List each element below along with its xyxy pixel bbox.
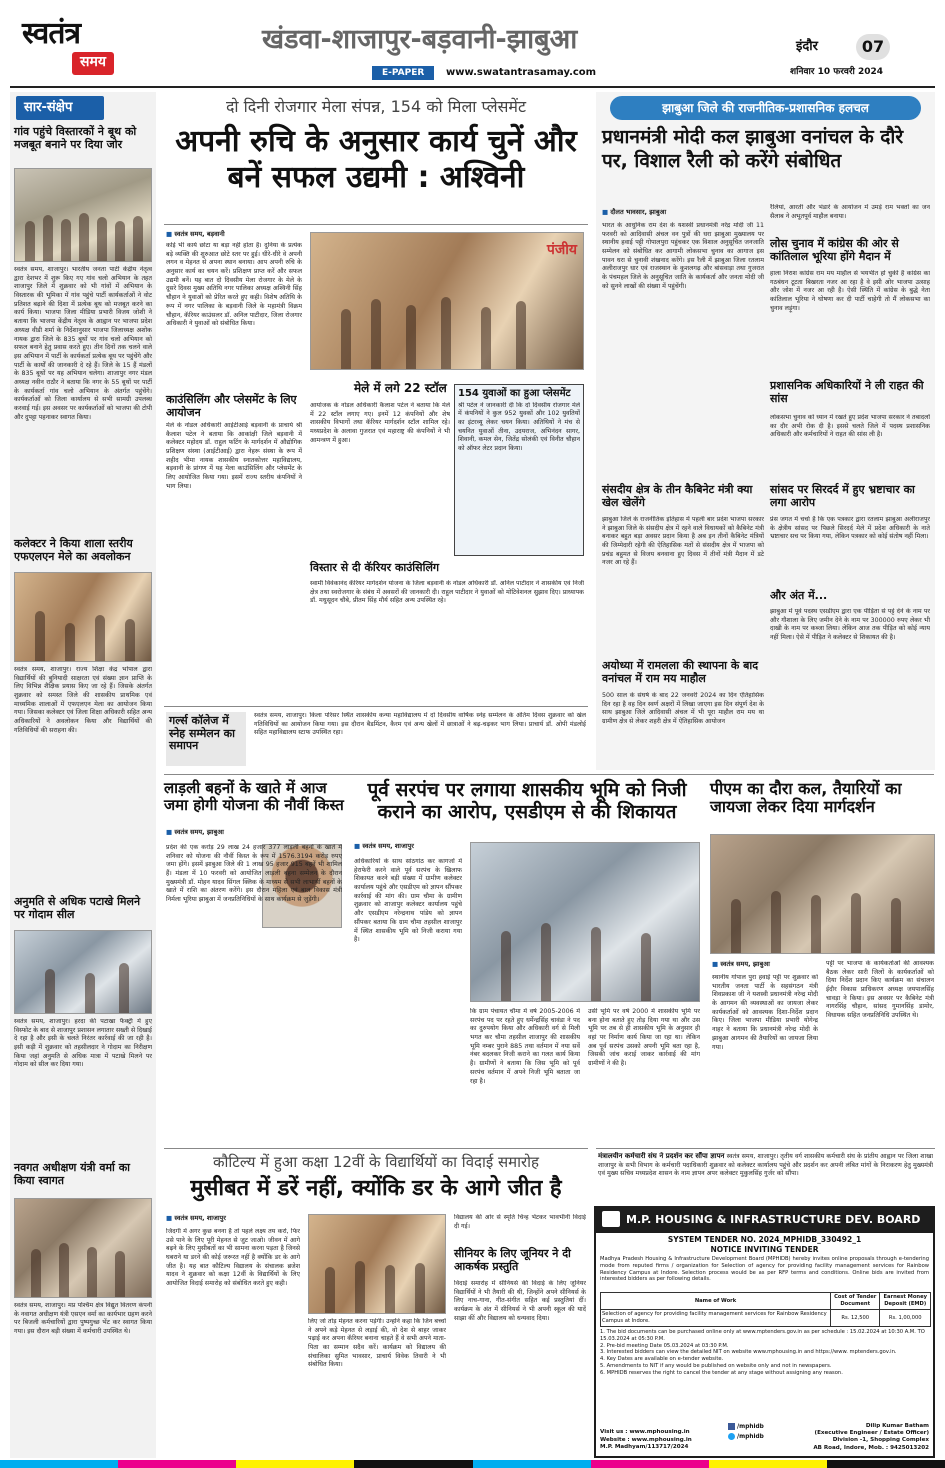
- jhabua-banner: झाबुआ जिले की राजनीतिक-प्रशासनिक हलचल: [610, 96, 921, 120]
- tender-madhyam: M.P. Madhyam/113717/2024: [600, 1444, 689, 1451]
- twitter-icon: [728, 1433, 735, 1440]
- tender-note: 5. Amendments to NIT if any would be published on website only and not in newspapers.: [600, 1362, 832, 1369]
- issue-date: शनिवार 10 फरवरी 2024: [790, 67, 884, 77]
- sidebar-item-headline[interactable]: अनुमति से अधिक पटाखे मिलने पर गोदाम सील: [14, 895, 141, 921]
- pm-visit-photo: [710, 834, 935, 954]
- tender-table-cell: Rs. 12,500: [831, 1310, 880, 1327]
- kautilya-story: [164, 1148, 588, 1460]
- kautilya-sub: सीनियर के लिए जूनियर ने दी आकर्षक प्रस्तुति: [454, 1247, 571, 1273]
- jhabua-col2: रैलियां, आरती और भंडारे के आयोजन में उमड़े राम भक्तों का जन सैलाब ने अभूतपूर्व माहौल बनाया।: [770, 204, 930, 220]
- pm-visit-story: [710, 774, 935, 1146]
- tender-table-header: Earnest Money Deposit (EMD): [880, 1293, 931, 1310]
- pm-visit-col2: पट्टी पर भाजपा के कार्यकर्ताओं की आवश्यक बैठक लेकर सारी जिलों के कार्यकर्ताओं को दिया निर्देश प्रदान किए कार्यक्रम का संचालन ईदौर विकास प्राधिकरण अध्यक्ष जयपालसिंह चावड़ा ने किया। इस अवसर पर कैबिनेट मंत्री नागरसिंह चौहान, सांसद गुमानसिंह डामोर, विधायक सहित जनप्रतिनिधि उपस्थित थे।: [826, 960, 934, 1020]
- lead-kicker: दो दिनी रोजगार मेला संपन्न, 154 को मिला प्लेसमेंट: [225, 97, 527, 116]
- facebook-handle[interactable]: /mphidb: [737, 1424, 764, 1431]
- tender-board-name: M.P. HOUSING & INFRASTRUCTURE DEV. BOARD: [626, 1213, 921, 1226]
- kautilya-col3-top: विद्यालय की ओर से स्मृति चिन्ह भेंटकर भावभीनी विदाई दी गई।: [454, 1214, 586, 1230]
- sidebar-photo-4: [14, 1198, 152, 1298]
- lead-sub1: काउंसिलिंग और प्लेसमेंट के लिए आयोजन: [166, 393, 297, 419]
- pm-visit-headline[interactable]: पीएम का दौरा कल, तैयारियों का जायजा लेकर दिया मार्गदर्शन: [710, 779, 902, 817]
- sidebar-photo-3: [14, 930, 152, 1014]
- logo[interactable]: [22, 18, 152, 86]
- jhabua-col2d: प्रेस जगत में चर्चा है कि एक पत्रकार द्वारा रतलाम झाबुआ अलीराजपुर के क्षेत्रीय सांसद पर पिछले सिरदर्द मेले में प्रदेश अधिकारी के नाते भ्रष्टाचार सच पर किया गया, लेकिन पत्रकार को कोई संतोष नहीं मिला।: [770, 516, 930, 541]
- sidebar-item-headline[interactable]: नवगत अधीक्षण यंत्री वर्मा का किया स्वागत: [14, 1161, 131, 1187]
- sidebar-title: सार-संक्षेप: [16, 96, 104, 120]
- lead-col1: कोई भी कार्य छोटा या बड़ा नहीं होता है। दुनिया के प्रत्येक बड़े व्यक्ति की शुरुआत छोटे स्तर पर हुई। धीरे-धीरे वे अपनी लगन व मेहनत से अपना स्थान बनाया। आप अपनी रुचि के अनुसार कार्य का चयन करें। प्रशिक्षण प्राप्त करें और सफल उद्यमी बनें। यह बात दो दिवसीय मेला रोजगार के मेले के दूसरे दिवस मुख्य अतिथि नगर पालिका अध्यक्ष अश्विनी सिंह चौहान ने युवाओं को प्रेरित करते हुए कही। विशेष अतिथि के रूप में नगर पालिका के बड़वानी जिले के महामंत्री विक्रम चौहान, कॅरियर काउंसलर डॉ. अनिल पाटीदार, जिला रोजगार अधिकारी ने युवाओं को संबोधित किया।: [166, 242, 302, 328]
- sidebar-item-text: स्वतंत्र समय, शाजापुर। मप्र पश्चिम क्षेत्र विद्युत वितरण कंपनी के नवागत अधीक्षण यंत्री एसएन वर्मा का कार्यभार ग्रहण करने पर बिजली कर्मचारियों द्वारा पुष्पगुच्छ भेंट कर स्वागत किया गया। इस दौरान बड़ी संख्या में कर्मचारी उपस्थित थे।: [14, 1302, 152, 1336]
- sarpanch-col3: उसी भूमि पर वर्ष 2000 में शासकीय भूमि पर बना होना बताते हुए तोड़ दिया गया था और उस भूमि पर तब से ही शासकीय भूमि के अनुसार ही वहां पर निर्माण कार्य किया जा रहा था। लेकिन अब पूर्व सरपंच उसको अपनी भूमि बता रहा है, जिसकी जांच कराई जाकर कार्रवाई की मांग ग्रामीणों ने की है।: [588, 1008, 700, 1068]
- mphidb-logo-icon: [602, 1211, 620, 1227]
- tender-table: [600, 1292, 931, 1327]
- lead-story: [164, 92, 588, 702]
- tender-signatory: [809, 1423, 929, 1452]
- tender-note: 4. Key Dates are available on e-tender website.: [600, 1356, 724, 1363]
- jhabua-col2b: हाला निराश कांग्रेस राम मय माहौल से भयभीत हो चुकी है कांग्रेस का गठबंधन टूटता बिखरता नजर आ रहा है वे इसी ओर भाजपा उत्साह और जोश में नजर आ रही है। ऐसी स्थिति में कांग्रेस के बुद्धे नेता कांतिलाल भूरिया ने घोषणा कर दी पार्टी चाहेगी तो मैं लोकसभा का चुनाव लड़ूंगा।: [770, 270, 930, 312]
- sarpanch-photo: [470, 842, 700, 1002]
- sidebar: [10, 92, 156, 1458]
- placement-inset: [454, 384, 584, 556]
- tender-note: 1. The bid documents can be purchased online only at www.mptenders.gov.in as per schedule : 15.02.2024 at 10:30 A.M. TO 15.03.2024 at 05:30 P.M.: [600, 1329, 925, 1342]
- signatory-name: Dilip Kumar Batham: [865, 1422, 929, 1429]
- jhabua-col1: भारत के आधुनिक राम देश के यशस्वी प्रधानमंत्री नरेंद्र मोदी जी 11 फरवरी को आदिवासी अंचल वन पुत्रों की धरा झाबुआ मुख्यालय पर स्थानीय हवाई पट्टी गोपालपुरा पहुंचकर एक विशाल अनुसूचित जनजाति सम्मेलन को संबोधित कर आगामी लोकसभा चुनाव का आगाज इस पावन धरा से चुनावी शंखनाद करेंगे। इस रैली में झाबुआ जिला रतलाम अलीराजपुर धार एवं राजस्थान के कुशलगढ़ और बांसवाड़ा तथा गुजरात के पंचमहल जिले के अनुसूचित जाति के कार्यकर्ता और जनता मोदी जी को सुनने लाखों की संख्या में पहुंचेंगी।: [602, 222, 764, 290]
- jhabua-sub3: लोस चुनाव में कांग्रेस की ओर से कांतिलाल भूरिया होंगे मैदान में: [770, 237, 899, 263]
- girls-college-story: [164, 706, 588, 770]
- tender-visit-link[interactable]: Visit us : www.mphousing.in: [600, 1429, 690, 1436]
- tender-notes: [596, 1328, 933, 1377]
- ladli-headline[interactable]: लाड़ली बहनों के खाते में आज जमा होगी योजना की नौवीं किस्त: [164, 779, 344, 815]
- ministerial-text: [598, 1152, 933, 1200]
- kautilya-kicker: कौटिल्य में हुआ कक्षा 12वीं के विद्यार्थियों का विदाई समारोह: [212, 1153, 540, 1171]
- kautilya-photo: [308, 1214, 446, 1314]
- logo-line1: स्वतंत्र: [22, 16, 81, 51]
- lead-col1b: मेले के नोडल अधिकारी आईटीआई बड़वानी के प्राचार्य श्री कैलाश पटेल ने बताया कि आकांक्षी जिले बड़वानी में कलेक्टर महोदय डॉ. राहुल फटिंग के मार्गदर्शन में औद्योगिक प्रशिक्षण संस्था (आईटीआई) द्वारा नेहरू संस्था के रूप में शहीद भीमा नायक शासकीय स्नातकोत्तर महाविद्यालय, बड़वानी के प्रांगण में यह मेला काउंसिलिंग और प्लेसमेंट के लिए आयोजित किया गया। इसमें राज्य स्तरीय कंपनियों ने भाग लिया।: [166, 422, 302, 490]
- sarpanch-headline[interactable]: पूर्व सरपंच पर लगाया शासकीय भूमि को निजी कराने का आरोप, एसडीएम से की शिकायत: [367, 779, 687, 823]
- jhabua-sub2: अयोध्या में रामलला की स्थापना के बाद वनांचल में राम मय माहौल: [602, 659, 759, 685]
- lead-photo-caption-title: मेले में लगे 22 स्टॉल: [354, 381, 447, 395]
- sidebar-item-text: स्वतंत्र समय, शाजापुर। हरदा की पटाखा फैक्ट्री में हुए विस्फोट के बाद से शाजापुर प्रशासन लगातार सख्ती से दिखाई दे रहा है और इसी के चलते निरंतर कार्रवाई की जा रही है। इसी कड़ी में शुक्रवार को तहसीलदार ने गोदाम का निरीक्षण किया जहां अनुमति से अधिक मात्रा में पटाखे मिलने पर गोदाम को सील कर दिया गया।: [14, 1018, 152, 1069]
- masthead: [0, 0, 945, 88]
- girls-college-headline[interactable]: गर्ल्स कॉलेज में स्नेह सम्मेलन का समापन: [166, 712, 246, 766]
- facebook-icon: [728, 1423, 735, 1430]
- sarpanch-col1: अधिकारियों के साथ सांठगांठ कर कागजों में हेराफेरी करने वाले पूर्व सरपंच के खिलाफ शिकायत करने बड़ी संख्या में ग्रामीण कलेक्टर कार्यालय पहुंचे और एसडीएम को ज्ञापन सौंपकर कार्रवाई की मांग की। ग्राम चौमा के ग्रामीण शुक्रवार को शाजापुर कलेक्टर कार्यालय पहुंचे और एसडीएम नरेन्द्रनाथ पांडेय को ज्ञापन सौंपकर बताया कि ग्राम चौमा तहसील शाजापुर में स्थित शासकीय भूमि को निजी कराया गया है।: [354, 858, 462, 944]
- sidebar-photo-2: [14, 572, 152, 662]
- tender-ad: [594, 1206, 935, 1458]
- tender-intro: Madhya Pradesh Housing & Infrastructure Development Board (MPHIDB) hereby invites online proposals through e-tendering mode from reputed firms / organization for Selection of agency for providing facility management services for Rainbow Residency Campus at Indore. Selection process would be as per RFP terms and conditions. Online bids are invited from interested bidders as per following details.: [600, 1256, 929, 1283]
- lead-byline: ■ स्वतंत्र समय, बड़वानी: [166, 230, 225, 239]
- jhabua-col2c: लोकसभा चुनाव को ध्यान में रखते हुए प्रदेश भाजपा सरकार ने तबादलों का दौर अभी रोक दी है। इससे चलते जिले में पदस्थ प्रशासनिक अधिकारी और कर्मचारियों ने राहत की सांस ली है।: [770, 414, 930, 439]
- lead-photo: [310, 232, 584, 370]
- lead-sub2: विस्तार से दी कॅरियर काउंसिलिंग: [310, 561, 440, 574]
- tender-number: SYSTEM TENDER NO. 2024_MPHIDB_330492_1: [667, 1234, 862, 1244]
- kautilya-col3: विदाई समारोह में सीनियर्स की विदाई के लिए जूनियर विद्यार्थियों ने भी तैयारी की थी, जिन्होंने अपने सीनियर्स के लिए नाच-गाना, गीत-संगीत सहित कई प्रस्तुतियां दीं। कार्यक्रम के अंत में सीनियर्स ने भी अपनी स्कूल की यादें साझा कीं और विद्यालय को धन्यवाद दिया।: [454, 1280, 586, 1322]
- kautilya-headline[interactable]: मुसीबत में डरें नहीं, क्योंकि डर के आगे जीत है: [190, 1176, 562, 1202]
- ministerial-story: [596, 1148, 935, 1202]
- tender-notice: NOTICE INVITING TENDER: [710, 1244, 819, 1254]
- tender-note: 2. Pre-bid meeting Date 05.03.2024 at 03:30 P.M.: [600, 1342, 729, 1349]
- jhabua-col1c: 500 साल के संघर्ष के बाद 22 जनवरी 2024 का दिन ऐतिहासिक दिन रहा है वह दिन स्वर्ण अक्षरों में लिखा जाएगा इस दिन संपूर्ण देश के साथ झाबुआ जिले आदिवासी अंचल में भी पूरा माहौल राम मय था ग्रामीण क्षेत्र से लेकर शहरी क्षेत्र में ऐतिहासिक आयोजन: [602, 692, 764, 726]
- ministerial-body: स्वतंत्र समय, शाजापुर। तृतीय वर्ग शासकीय कर्मचारी संघ के प्रांतीय आह्वान पर जिला शाखा शाजापुर के सभी विभाग के कर्मचारी पदाधिकारी शुक्रवार को कलेक्टर कार्यालय पहुंचे और प्रदर्शन कर अपनी लंबित मांगों के निराकरण हेतु मुख्यमंत्री एवं मुख्य सचिव मध्यप्रदेश शासन के नाम ज्ञापन अपर कलेक्टर मुकुलसिंह गुर्जर को सौंपा।: [598, 1153, 933, 1178]
- inset-text: श्री पटेल ने जानकारी दी कि दो दिवसीय रोजगार मेले में कंपनियों ने कुल 952 युवकों और 102 युवतियों का इंटरव्यू लेकर चयन किया। अतिथियों ने मंच से चयनित युवाओं तीना, उदयराज, अभिनंदन सागर, शिवानी, कमल सेन, जितेंद्र सोलंकी एवं विनीत चौहान को ऑफर लेटर प्रदान किया।: [458, 401, 580, 452]
- tender-social: [728, 1423, 764, 1442]
- kautilya-col2: लिए जो तोड़ मेहनत करना पड़ेगी। उन्होंने कहा कि जिन बच्चों ने अपने कड़े मेहनत से लड़ाई की, वो देश से बाहर जाकर पढ़ाई कर अपना कॅरियर बनाना चाहते हैं वे सभी अपने माता-पिता का सम्मान सदैव करें। कार्यक्रम को विद्यालय की संचालिका सुमित भावसार, प्राचार्य विवेक तिवारी ने भी संबोधित किया।: [308, 1318, 446, 1369]
- sarpanch-story: [352, 774, 702, 1146]
- tender-table-cell: Rs. 1,00,000: [880, 1310, 931, 1327]
- sarpanch-byline: ■ स्वतंत्र समय, शाजापुर: [354, 842, 414, 851]
- tender-footer: [600, 1429, 720, 1452]
- twitter-handle[interactable]: /mphidb: [737, 1433, 764, 1440]
- logo-line2: समय: [72, 52, 114, 75]
- signatory-address: AB Road, Indore, Mob. : 9425013202: [813, 1444, 929, 1451]
- page-number: 07: [856, 34, 890, 60]
- jhabua-col2e: झाबुआ में पूर्व पदस्थ एसडीएम द्वारा एक पीड़िता से पट्टे देने के नाम पर और गौशाला के लिए जमीन देने के नाम पर 300000 रुपए लेकर भी दाखी के नाम पर कब्जा लिया। लेकिन आज तक पीड़ित को कोई न्याय नहीं मिला। ऐसे में पीड़ित ने कलेक्टर से शिकायत की है।: [770, 608, 930, 642]
- pm-visit-byline: ■ स्वतंत्र समय, झाबुआ: [712, 960, 770, 969]
- sidebar-photo-1: [14, 168, 152, 262]
- city-label: इंदौर: [796, 39, 818, 54]
- sarpanch-col2: कि ग्राम पंचायत चौमा में वर्ष 2005-2006 में सरपंच पद पर रहते हुए धर्मेन्द्रसिंह चावंडा ने पद का दुरुपयोग किया और अधिकारी वर्ग से मिली भगत कर चौमा तहसील शाजापुर की शासकीय भूमि नम्बर पुराने 885 तथा वर्तमान में नया सर्वे नंबर बदलकर निजी कराने का गलत कार्य किया है। ग्रामीणों ने बताया कि जिस भूमि को पूर्व सरपंच वर्तमान में अपने निजी भूमि बताता जा रहा है।: [470, 1008, 580, 1085]
- jhabua-byline: ■ दौलत भावसार, झाबुआ: [602, 208, 666, 217]
- tender-table-header: Name of Work: [601, 1293, 831, 1310]
- kautilya-byline: ■ स्वतंत्र समय, शाजापुर: [166, 1214, 226, 1223]
- tender-table-cell: Selection of agency for providing facility management services for Rainbow Residency Campus at Indore.: [601, 1310, 831, 1327]
- ladli-byline: ■ स्वतंत्र समय, झाबुआ: [166, 828, 224, 837]
- tender-note: 3. Interested bidders can view the detailed NIT on website www.mphousing.in and https://www. mptenders.gov.in.: [600, 1349, 897, 1356]
- lead-photo-caption-text: आयोजक के नोडल अधिकारी कैलाश पटेल ने बताया कि मेले में 22 स्टॉल लगाए गए। इनमें 12 कंपनियों और शेष शासकीय विभागों तथा कॅरियर मार्गदर्शन स्टॉल शामिल रहे। मध्यप्रदेश के अलावा गुजरात एवं महाराष्ट्र की कंपनियों ने भी आमन्त्रण में हुआ।: [310, 402, 450, 444]
- edition-title: खंडवा-शाजापुर-बड़वानी-झाबुआ: [262, 24, 578, 55]
- jhabua-sub4: प्रशासनिक अधिकारियों ने ली राहत की सांस: [770, 379, 924, 405]
- tender-website-link[interactable]: Website : www.mphousing.in: [600, 1436, 692, 1443]
- jhabua-sub1: संसदीय क्षेत्र के तीन कैबिनेट मंत्री क्या खेल खेलेंगे: [602, 483, 753, 509]
- inset-title: 154 युवाओं का हुआ प्लेसमेंट: [458, 388, 571, 399]
- lead-headline[interactable]: अपनी रुचि के अनुसार कार्य चुनें और बनें सफल उद्यमी : अश्विनी: [175, 123, 577, 196]
- tender-note: 6. MPHIDB reserves the right to cancel the tender at any stage without assigning any reason.: [600, 1369, 843, 1376]
- lead-col3: स्वामी विवेकानंद कॅरियर मार्गदर्शन योजना के जिला बड़वानी के नोडल अधिकारी डॉ. अनिल पाटीदार ने शासकीय एवं निजी क्षेत्र तथा स्वरोजगार के संबंध में अवसरों की जानकारी दी। राहुल पाटीदार ने युवाओं को मोटिवेशनल सुझाव दिए। प्राध्यापक डॉ. मधुसूदन चौबे, प्रीतम सिंह मौर्य सहित अन्य उपस्थित रहे।: [310, 580, 584, 605]
- tender-table-header: Cost of Tender Document: [831, 1293, 880, 1310]
- epaper-label: E-PAPER: [372, 66, 434, 80]
- sidebar-item-headline[interactable]: कलेक्टर ने किया शाला स्तरीय एफएलएन मेले का अवलोकन: [14, 537, 133, 563]
- girls-college-text: स्वतंत्र समय, शाजापुर। किला परिसर स्थित शासकीय कन्या महाविद्यालय में दो दिवसीय वार्षिक स्नेह सम्मेलन के अंतिम दिवस शुक्रवार को खेल गतिविधियों का आयोजन किया गया। इस दौरान बैडमिंटन, कैरम एवं अन्य खेलों में छात्राओं ने बढ़-चढ़कर भाग लिया। प्राचार्य डॉ. ओपी मंडलोई सहित महाविद्यालय स्टाफ उपस्थित रहा।: [254, 712, 586, 737]
- pm-visit-col1: स्थानीय गोपाल पुरा हवाई पट्टी पर शुक्रवार को भारतीय जनता पार्टी के सहसंगठन मंत्री शिवप्रकाश जी ने यशस्वी प्रधानमंत्री नरेन्द्र मोदी के आगमन की व्यवस्थाओं का जायजा लेकर कार्यकर्ताओं को आवश्यक दिशा-निर्देश प्रदान किए। जिला भाजपा मीडिया प्रभारी योगेन्द्र नाहर ने बताया कि प्रधानमंत्री नरेन्द्र मोदी के झाबुआ आगमन की तैयारियों का जायजा लिया गया।: [712, 974, 818, 1051]
- website-link[interactable]: www.swatantrasamay.com: [446, 67, 597, 78]
- kautilya-col1: जिंदगी में अगर कुछ बनना है तो पहले लक्ष्य तय करो, फिर उसे पाने के लिए पूरी मेहनत से जुट जाओ। जीवन में आगे बढ़ने के लिए मुसीबतों का भी सामना करना पड़ता है जिनसे घबराने या डरने की कोई जरूरत नहीं है क्योंकि डर के आगे जीत है। यह बात कौटिल्य विद्यालय के संचालक ब्रजेश यादव ने शुक्रवार को कक्षा 12वीं के विद्यार्थियों के लिए आयोजित विदाई समारोह को संबोधित करते हुए कही।: [166, 1228, 300, 1288]
- jhabua-col1b: झाबुआ जिले के राजनीतिक इतिहास में पहली बार प्रदेश भाजपा सरकार ने झाबुआ जिले के संसदीय क्षेत्र में रहने वाले विधायकों को कैबिनेट मंत्री बनाकर बहुत बड़ा अवसर प्रदान किया है अब इन तीनों कैबिनेट मंत्रियों की जिम्मेदारी रहेगी की ऐतिहासिक मतों से संसदीय क्षेत्र में भाजपा को प्रचंड बहुमत से विजय बनवाना हुए दिवस में तीनों मंत्री मैदान में डटे नजर आ रहे हैं।: [602, 516, 764, 567]
- jhabua-story: [596, 92, 935, 770]
- sidebar-item-headline[interactable]: गांव पहुंचे विस्तारकों ने बूथ को मजबूत बनाने पर दिया जोर: [14, 125, 137, 151]
- banner-text: पंजीय: [546, 242, 577, 258]
- signatory-title: (Executive Engineer / Estate Officer): [814, 1430, 929, 1437]
- tender-board: [596, 1208, 933, 1233]
- jhabua-headline[interactable]: प्रधानमंत्री मोदी कल झाबुआ वनांचल के दौरे पर, विशाल रैली को करेंगे संबोधित: [602, 126, 904, 172]
- sidebar-item-text: स्वतंत्र समय, शाजापुर। राज्य शिक्षा केंद्र भोपाल द्वारा विद्यार्थियों की बुनियादी साक्षरता एवं संख्या ज्ञान प्राप्ति के लिए विभिन्न शैक्षिक प्रयास किए जा रहे हैं। जिसके अंतर्गत शुक्रवार को समस्त जिले की शासकीय प्राथमिक एवं माध्यमिक शालाओं में एफएलएन मेला का आयोजन किया गया। जिसका कलेक्टर एवं जिला शिक्षा अधिकारी सहित अन्य अधिकारियों ने अवलोकन किया और विद्यार्थियों की गतिविधियों की सराहना की।: [14, 666, 152, 734]
- jhabua-sub5: सांसद पर सिरदर्द में हुए भ्रष्टाचार का लगा आरोप: [770, 483, 915, 509]
- jhabua-sub6: और अंत में...: [770, 589, 828, 602]
- signatory-division: Division -1, Shopping Complex: [832, 1437, 929, 1444]
- ministerial-headline[interactable]: मंत्रालयीन कर्मचारी संघ ने प्रदर्शन कर सौंपा ज्ञापन: [598, 1152, 725, 1160]
- ladli-text-a: प्रदेश की एक करोड़ 29 लाख 24 हजार 377 लाड़ली बहनों के खाते में शनिवार को योजना की नौवीं किस्त के रूप में 1576.3194 करोड़ रुपए जमा होंगे। इसमें झाबुआ जिले की 1 लाख 95 हजार 915 बहनें भी शामिल हैं। मंडला में 10 फरवरी को आयोजित लाड़ली बहना सम्मेलन के दौरान मुख्यमंत्री डॉ. मोहन यादव सिंगल क्लिक के माध्यम से सभी लाभार्थी बहनों के खाते में राशि का अंतरण करेंगे। इस दौरान महिला एवं बाल विकास मंत्री निर्मला भूरिया झाबुआ में जनप्रतिनिधियों के साथ कार्यक्रम से जुड़ेंगी।: [166, 844, 342, 904]
- sidebar-item-text: स्वतंत्र समय, शाजापुर। भारतीय जनता पार्टी केंद्रीय नेतृत्व द्वारा देशभर में शुरू किए गए गांव चलो अभियान के तहत शाजापुर जिले में शुक्रवार को भी गांवों में अभियान के विस्तारक की भूमिका में गांव पहुंचे पार्टी कार्यकर्ताओं ने वोट प्रतिशत बढ़ाने की दिशा में प्रत्येक बूथ को मजबूत करने का कार्य किया। भाजपा जिला मीडिया प्रभारी विजय जोशी ने बताया कि भाजपा केंद्रीय नेतृत्व के आह्वान पर भाजपा प्रदेश अध्यक्ष वीडी शर्मा के निर्देशानुसार भाजपा जिलाध्यक्ष अशोक नायक द्वारा जिले के 835 बूथों पर गांव चलो अभियान को सफल बनाने हेतु प्रवास करते हुए। तीन दिनों तक चलने वाले इस अभियान में पार्टी के कार्यकर्ता प्रत्येक बूथ पर पहुंचेंगे और पार्टी के कार्यों की जानकारी दे रहे हैं। जिले के 15 हैं मंडलों के 835 बूथों पर यह अभियान चलेगा। शाजापुर नगर मंडल अध्यक्ष नवीन राठौर ने बताया कि नगर के 55 बूथों पर पार्टी के कार्यकर्ता गांव चलो अभियान के अंतर्गत पहुंचेंगे। कार्यकर्ताओं को जिला कार्यालय से सभी सामग्री उपलब्ध करवाई गई। इस अवसर पर कार्यकर्ताओं को भाजपा की टोपी और दुपट्टा पहनाकर स्वागत किया।: [14, 266, 152, 421]
- registration-bar: [0, 1460, 945, 1468]
